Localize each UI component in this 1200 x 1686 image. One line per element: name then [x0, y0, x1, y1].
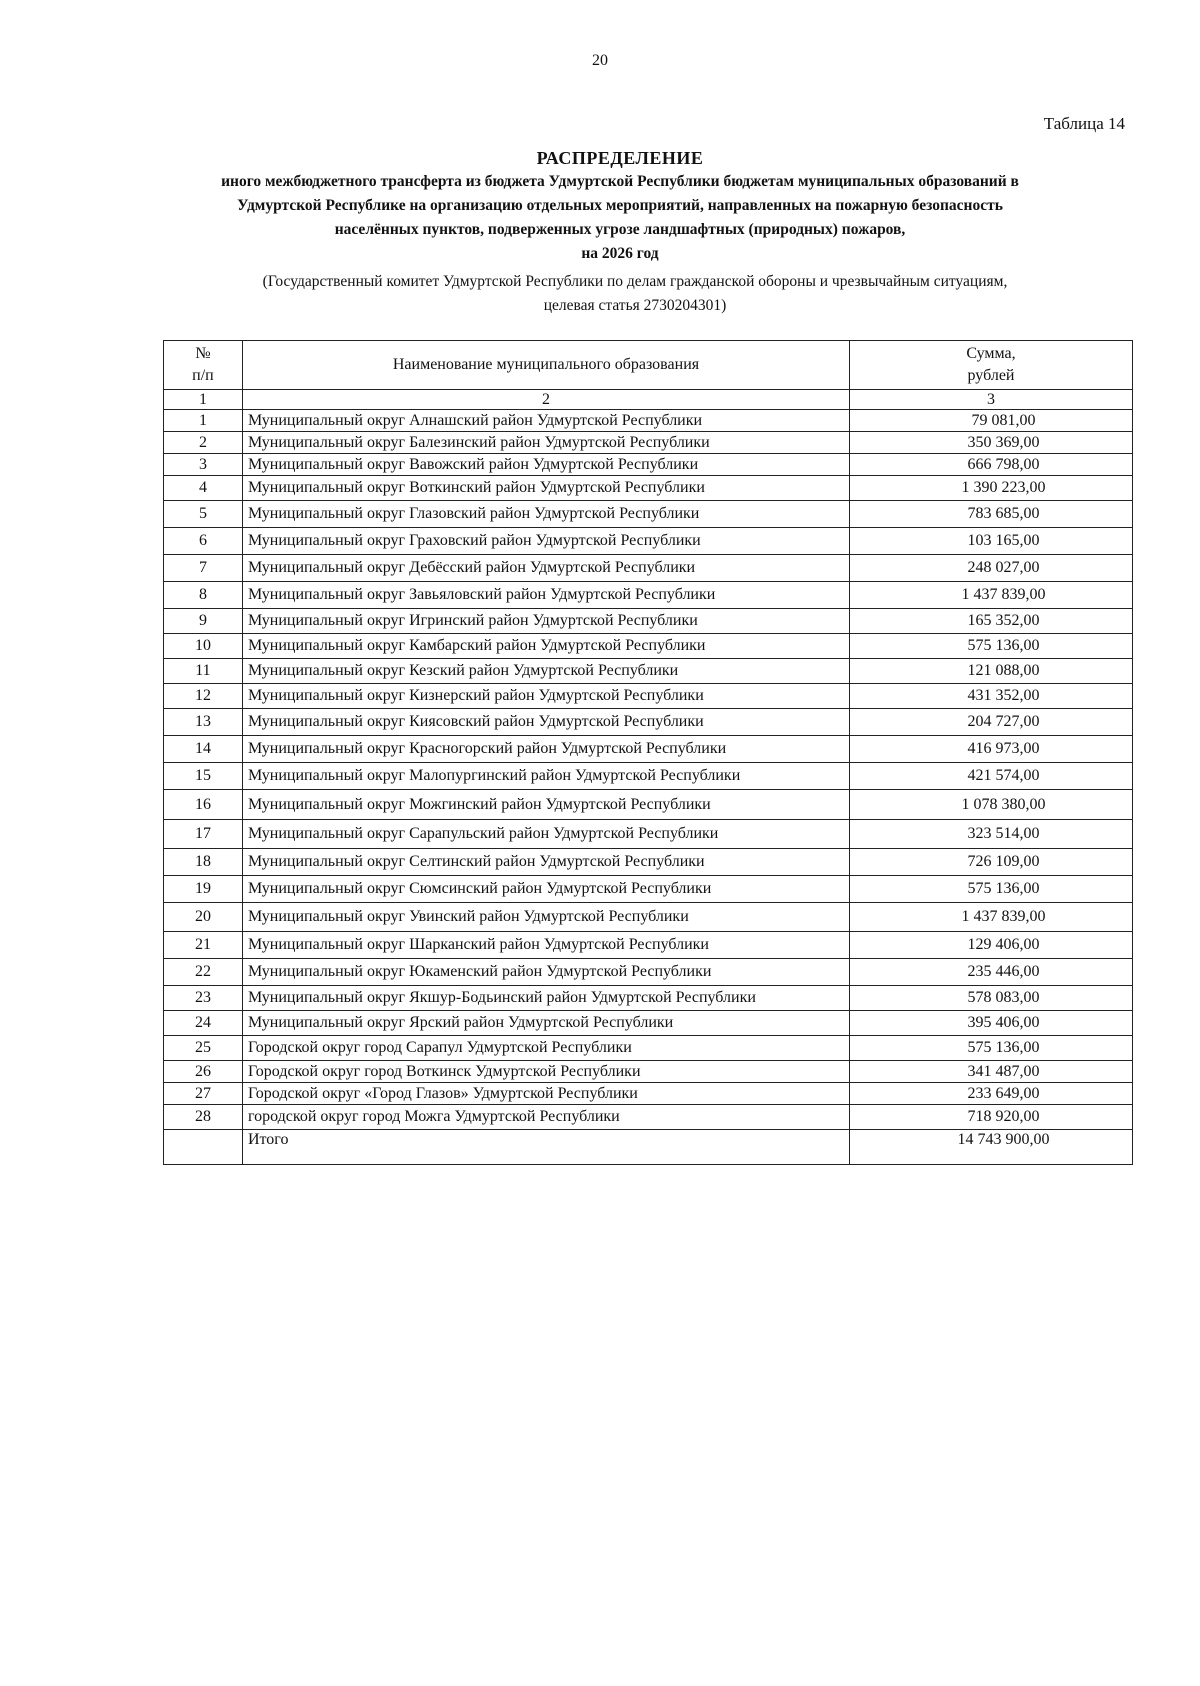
table-row [164, 709, 1133, 736]
row-number: 10 [164, 634, 243, 659]
row-number: 1 [164, 410, 243, 432]
row-number: 2 [164, 432, 243, 454]
document-subtitle-line: на 2026 год [581, 245, 659, 262]
row-number: 25 [164, 1036, 243, 1061]
note-line: целевая статья 2730204301) [543, 297, 727, 314]
table-row [164, 763, 1133, 790]
row-name: Муниципальный округ Балезинский район Удмуртской Республики [242, 432, 849, 454]
document-title: РАСПРЕДЕЛЕНИЕ [536, 148, 704, 168]
column-index-row [164, 390, 1133, 410]
row-sum: 421 574,00 [850, 763, 1133, 790]
row-sum: 395 406,00 [850, 1011, 1133, 1036]
row-sum: 578 083,00 [850, 986, 1133, 1011]
row-name: Муниципальный округ Глазовский район Удмуртской Республики [242, 501, 849, 528]
row-name: Муниципальный округ Граховский район Удмуртской Республики [242, 528, 849, 555]
header-number-line1: № [195, 345, 211, 362]
table-row [164, 903, 1133, 932]
table-row [164, 790, 1133, 820]
table-row [164, 501, 1133, 528]
row-number: 6 [164, 528, 243, 555]
row-sum: 431 352,00 [850, 684, 1133, 709]
row-number: 8 [164, 582, 243, 609]
row-number: 26 [164, 1061, 243, 1083]
row-name: Муниципальный округ Воткинский район Удмуртской Республики [242, 476, 849, 501]
row-sum: 666 798,00 [850, 454, 1133, 476]
column-index: 2 [242, 390, 849, 410]
table-row [164, 1083, 1133, 1105]
header-sum-line2: рублей [967, 367, 1015, 384]
row-name: Муниципальный округ Можгинский район Удмуртской Республики [242, 790, 849, 820]
table-header-row [164, 341, 1133, 390]
row-sum: 1 390 223,00 [850, 476, 1133, 501]
column-index: 3 [850, 390, 1133, 410]
row-name: Муниципальный округ Завьяловский район Удмуртской Республики [242, 582, 849, 609]
row-name: Муниципальный округ Юкаменский район Удмуртской Республики [242, 959, 849, 986]
table-row [164, 528, 1133, 555]
document-heading [140, 146, 1100, 266]
row-number: 28 [164, 1105, 243, 1130]
table-label: Таблица 14 [1043, 114, 1125, 133]
row-sum: 103 165,00 [850, 528, 1133, 555]
row-name: Городской округ город Воткинск Удмуртской Республики [242, 1061, 849, 1083]
row-number: 23 [164, 986, 243, 1011]
table-row [164, 432, 1133, 454]
table-row [164, 555, 1133, 582]
row-sum: 79 081,00 [850, 410, 1133, 432]
table-row [164, 609, 1133, 634]
row-sum: 129 406,00 [850, 932, 1133, 959]
header-sum-line1: Сумма, [966, 345, 1016, 362]
table-row [164, 820, 1133, 849]
row-name: Муниципальный округ Красногорский район Удмуртской Республики [242, 736, 849, 763]
row-sum: 416 973,00 [850, 736, 1133, 763]
row-name: Муниципальный округ Кизнерский район Удмуртской Республики [242, 684, 849, 709]
row-name: Муниципальный округ Камбарский район Удмуртской Республики [242, 634, 849, 659]
row-sum: 1 437 839,00 [850, 903, 1133, 932]
row-number: 27 [164, 1083, 243, 1105]
table-row [164, 986, 1133, 1011]
row-sum: 248 027,00 [850, 555, 1133, 582]
column-index: 1 [164, 390, 243, 410]
row-number: 9 [164, 609, 243, 634]
row-name: Муниципальный округ Игринский район Удмуртской Республики [242, 609, 849, 634]
header-sum [850, 341, 1133, 390]
row-name: Муниципальный округ Увинский район Удмуртской Республики [242, 903, 849, 932]
row-sum: 204 727,00 [850, 709, 1133, 736]
row-number: 15 [164, 763, 243, 790]
table-row [164, 849, 1133, 876]
row-name: Городской округ город Сарапул Удмуртской Республики [242, 1036, 849, 1061]
row-number: 12 [164, 684, 243, 709]
row-number: 18 [164, 849, 243, 876]
row-number: 19 [164, 876, 243, 903]
document-note [170, 270, 1100, 318]
row-name: Муниципальный округ Алнашский район Удмуртской Республики [242, 410, 849, 432]
row-name: Городской округ «Город Глазов» Удмуртской Республики [242, 1083, 849, 1105]
row-name: Муниципальный округ Вавожский район Удмуртской Республики [242, 454, 849, 476]
total-number-cell [164, 1130, 243, 1165]
header-number-line2: п/п [192, 367, 214, 384]
table-row [164, 634, 1133, 659]
row-number: 5 [164, 501, 243, 528]
row-number: 13 [164, 709, 243, 736]
row-sum: 341 487,00 [850, 1061, 1133, 1083]
header-name: Наименование муниципального образования [242, 341, 849, 390]
table-row [164, 1061, 1133, 1083]
table-row [164, 1036, 1133, 1061]
row-sum: 121 088,00 [850, 659, 1133, 684]
row-number: 17 [164, 820, 243, 849]
row-name: Муниципальный округ Ярский район Удмуртской Республики [242, 1011, 849, 1036]
row-number: 22 [164, 959, 243, 986]
row-sum: 575 136,00 [850, 634, 1133, 659]
row-sum: 235 446,00 [850, 959, 1133, 986]
row-number: 24 [164, 1011, 243, 1036]
row-number: 11 [164, 659, 243, 684]
table-row [164, 1011, 1133, 1036]
row-sum: 575 136,00 [850, 1036, 1133, 1061]
row-name: Муниципальный округ Шарканский район Удмуртской Республики [242, 932, 849, 959]
total-sum: 14 743 900,00 [850, 1130, 1133, 1165]
row-sum: 1 078 380,00 [850, 790, 1133, 820]
row-sum: 783 685,00 [850, 501, 1133, 528]
row-number: 3 [164, 454, 243, 476]
row-number: 21 [164, 932, 243, 959]
row-sum: 726 109,00 [850, 849, 1133, 876]
row-name: Муниципальный округ Сарапульский район Удмуртской Республики [242, 820, 849, 849]
row-name: Муниципальный округ Сюмсинский район Удмуртской Республики [242, 876, 849, 903]
table-row [164, 454, 1133, 476]
row-name: Муниципальный округ Селтинский район Удмуртской Республики [242, 849, 849, 876]
row-sum: 718 920,00 [850, 1105, 1133, 1130]
row-name: Муниципальный округ Дебёсский район Удмуртской Республики [242, 555, 849, 582]
document-subtitle-line: Удмуртской Республике на организацию отдельных мероприятий, направленных на пожарную безопасность [237, 197, 1003, 214]
row-sum: 165 352,00 [850, 609, 1133, 634]
row-sum: 575 136,00 [850, 876, 1133, 903]
table-row [164, 659, 1133, 684]
page-number: 20 [592, 52, 608, 69]
total-row [164, 1130, 1133, 1165]
row-name: Муниципальный округ Киясовский район Удмуртской Республики [242, 709, 849, 736]
table-row [164, 476, 1133, 501]
table-row [164, 959, 1133, 986]
row-sum: 323 514,00 [850, 820, 1133, 849]
header-number [164, 341, 243, 390]
total-label: Итого [242, 1130, 849, 1165]
table-row [164, 582, 1133, 609]
row-sum: 233 649,00 [850, 1083, 1133, 1105]
document-subtitle-line: населённых пунктов, подверженных угрозе ландшафтных (природных) пожаров, [334, 221, 906, 238]
row-number: 7 [164, 555, 243, 582]
row-number: 14 [164, 736, 243, 763]
table-row [164, 684, 1133, 709]
distribution-table [163, 340, 1133, 1165]
row-sum: 350 369,00 [850, 432, 1133, 454]
row-name: Муниципальный округ Якшур-Бодьинский район Удмуртской Республики [242, 986, 849, 1011]
row-name: городской округ город Можга Удмуртской Республики [242, 1105, 849, 1130]
row-number: 16 [164, 790, 243, 820]
table-row [164, 410, 1133, 432]
row-name: Муниципальный округ Малопургинский район Удмуртской Республики [242, 763, 849, 790]
table-row [164, 736, 1133, 763]
table-row [164, 876, 1133, 903]
document-subtitle-line: иного межбюджетного трансферта из бюджета Удмуртской Республики бюджетам муниципальных образований в [221, 173, 1019, 190]
row-sum: 1 437 839,00 [850, 582, 1133, 609]
row-number: 4 [164, 476, 243, 501]
note-line: (Государственный комитет Удмуртской Республики по делам гражданской обороны и чрезвычайным ситуациям, [262, 273, 1008, 290]
row-number: 20 [164, 903, 243, 932]
row-name: Муниципальный округ Кезский район Удмуртской Республики [242, 659, 849, 684]
table-row [164, 1105, 1133, 1130]
table-row [164, 932, 1133, 959]
